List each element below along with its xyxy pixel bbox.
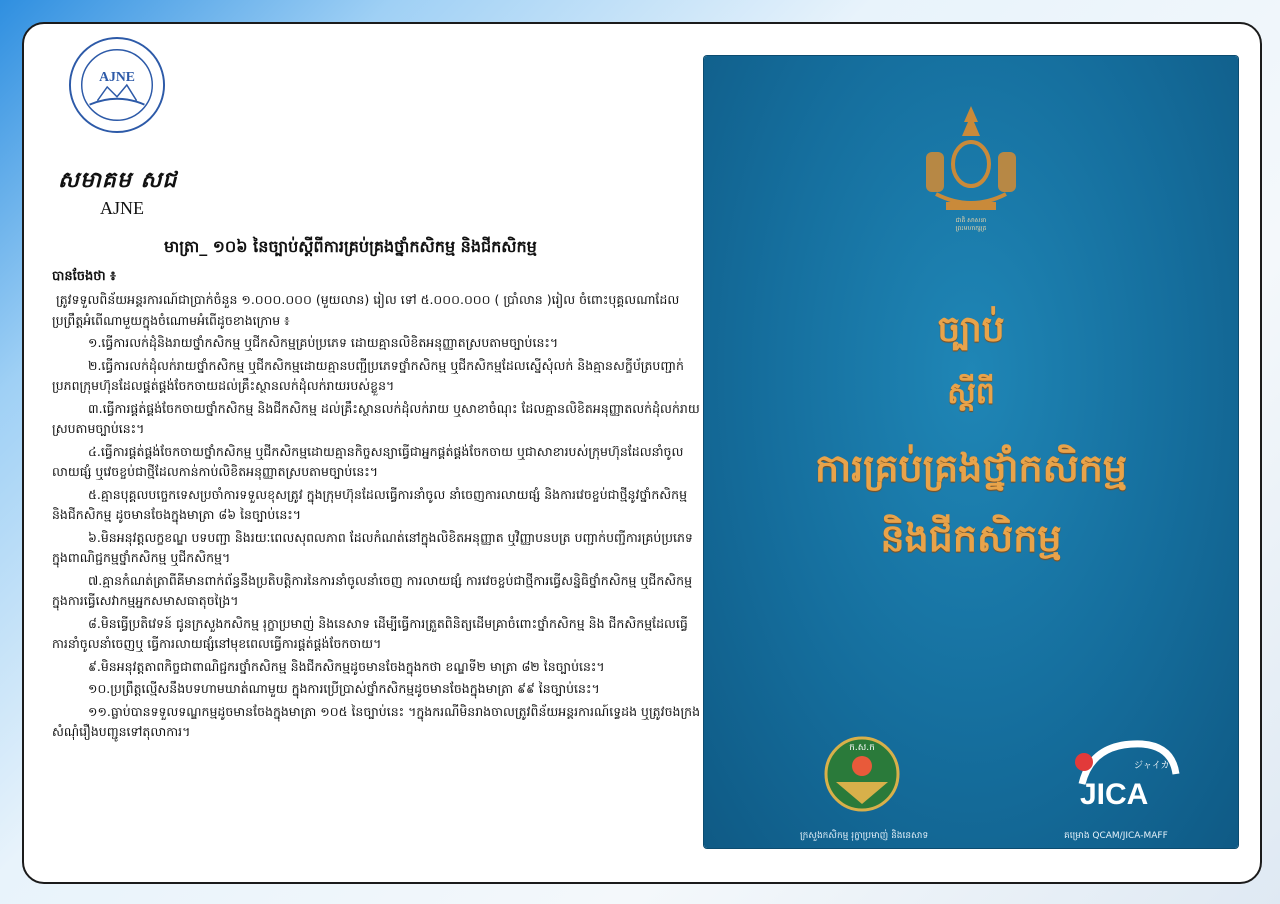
- article-subheading: បានចែងថា ៖: [52, 269, 116, 284]
- article-heading: មាត្រា_ ១០៦ នៃច្បាប់ស្តីពីការគ្រប់គ្រងថ្នាំកសិកម្ម និងជីកសិកម្ម: [164, 237, 537, 256]
- article-paragraph: ៣.ធ្វើការផ្គត់ផ្គង់ចែកចាយថ្នាំកសិកម្ម និងជីកសិកម្ម ដល់គ្រឹះស្ថានលក់ដុំលក់រាយ ឬសាខាចំណុះ ដែលគ្មានលិខិតអនុញ្ញាតលក់ដុំលក់រាយស្របតាមច្បាប់នេះ។: [52, 400, 700, 436]
- article-paragraph: ១០.ប្រព្រឹត្តល្មើសនឹងបទហាមឃាត់ណាមួយ ក្នុងការប្រើប្រាស់ថ្នាំកសិកម្មដូចមានចែងក្នុងមាត្រា ៩៩ នៃច្បាប់នេះ។: [88, 681, 600, 696]
- article-paragraph: ៦.មិនអនុវត្តលក្ខខណ្ឌ បទបញ្ជា និងរយៈពេលសុពលភាព ដែលកំណត់នៅក្នុងលិខិតអនុញ្ញាត ឬវិញ្ញាបនបត្រ បញ្ជាក់បញ្ជីការគ្រប់ប្រភេទក្នុងពាណិជ្ជកម្មថ្នាំកសិកម្ម ឬជីកសិកម្ម។: [52, 529, 693, 565]
- logo-text: AJNE: [99, 69, 135, 85]
- book-title-line: ការគ្រប់គ្រងថ្នាំកសិកម្ម: [814, 446, 1128, 490]
- org-name-english: AJNE: [100, 198, 144, 218]
- royal-emblem-icon: [916, 102, 1026, 232]
- article-body: [52, 290, 702, 870]
- article-paragraph: ១.ធ្វើការលក់ដុំនិងរាយថ្នាំកសិកម្ម ឬជីកសិកម្មគ្រប់ប្រភេទ ដោយគ្មានលិខិតអនុញ្ញាតស្របតាមច្បាប់នេះ។: [88, 335, 559, 350]
- org-name-khmer: សមាគម សជ: [58, 168, 178, 193]
- book-title-line: ច្បាប់: [937, 309, 1005, 350]
- article-paragraph: ២.ធ្វើការលក់ដុំលក់រាយថ្នាំកសិកម្ម ឬជីកសិកម្មដោយគ្មានបញ្ជីប្រភេទថ្នាំកសិកម្ម ឬជីកសិកម្មដែលស្នើសុំលក់ និងគ្មានសក្ខីប័ត្របញ្ជាក់ប្រភពក្រុមហ៊ុនដែលផ្គត់ផ្គង់ចែកចាយដល់គ្រឹះស្ថានលក់ដុំលក់រាយរបស់ខ្លួន។: [52, 357, 684, 393]
- article-paragraph: ៧.គ្មានកំណត់ត្រាពីគីមានពាក់ព័ន្ធនឹងប្រតិបត្តិការនៃការនាំចូលនាំចេញ ការលាយផ្សំ ការវេចខ្ចប់ជាថ្មីការធ្វើសន្និធិថ្នាំកសិកម្ម ឬជីកសិកម្ម ក្នុងការធ្វើសេវាកម្មអ្នកសមាសធាតុចង្រៃ។: [52, 572, 693, 608]
- book-cover: [704, 56, 1238, 848]
- article-paragraph: ៩.មិនអនុវត្តតាពកិច្ចជាពាណិជ្ជករថ្នាំកសិកម្ម និងជីកសិកម្មដូចមានចែងក្នុងកថា ខណ្ឌទី២ មាត្រា ៨២ នៃច្បាប់នេះ។: [88, 658, 605, 674]
- ministry-logo-text: ក.ស.ក: [849, 743, 875, 753]
- book-title-line: និងជីកសិកម្ម: [880, 516, 1062, 560]
- article-paragraph: ៨.មិនធ្វើប្រតិវេទន៍ ជូនក្រសួងកសិកម្ម រុក្ខាប្រមាញ់ និងនេសាទ ដើម្បីធ្វើការត្រួតពិនិត្យដើមគ្រាចំពោះថ្នាំកសិកម្ម និង ជីកសិកម្មដែលធ្វើការនាំចូលនាំចេញឬ ធ្វើការលាយផ្សំនៅមុខពេលធ្វើការផ្គត់ផ្គង់ចែកចាយ។: [52, 615, 688, 651]
- ministry-caption: ក្រសួងកសិកម្ម រុក្ខាប្រមាញ់ និងនេសាទ: [800, 831, 929, 841]
- article-paragraph: ៤.ធ្វើការផ្គត់ផ្គង់ចែកចាយថ្នាំកសិកម្ម ឬជីកសិកម្មដោយគ្មានកិច្ចសន្យាធ្វើជាអ្នកផ្គត់ផ្គង់ចែកចាយ ឬជាសាខារបស់ក្រុមហ៊ុនដែលនាំចូល លាយផ្សំ ឬវេចខ្ចប់ជាថ្មីដែលកាន់កាប់លិខិតអនុញ្ញាតស្របតាមច្បាប់នេះ។: [52, 443, 684, 479]
- emblem-caption: ជាតិ សាសនា: [955, 217, 987, 224]
- emblem-caption: ព្រះមហាក្សត្រ: [955, 225, 987, 232]
- jica-caption: គម្រោង QCAM/JICA-MAFF: [1064, 831, 1168, 841]
- jica-logo: [1072, 734, 1182, 814]
- article-paragraph: ត្រូវទទួលពិន័យអន្តរការណ៍ជាប្រាក់ចំនួន ១.០០០.០០០ (មួយលាន) រៀល ទៅ ៥.០០០.០០០ ( ប្រាំលាន )រៀល ចំពោះបុគ្គលណាដែលប្រព្រឹត្តអំពើណាមួយក្នុងចំណោមអំពើដូចខាងក្រោម ៖: [52, 292, 680, 328]
- article-paragraph: ៥.គ្មានបុគ្គលបច្ចេកទេសប្រចាំការទទួលខុសត្រូវ ក្នុងក្រុមហ៊ុនដែលធ្វើការនាំចូល នាំចេញការលាយផ្សំ និងការវេចខ្ចប់ជាថ្មីនូវថ្នាំកសិកម្ម និងជីកសិកម្ម ដូចមានចែងក្នុងមាត្រា ៨៦ នៃច្បាប់នេះ។: [52, 486, 688, 522]
- jica-logo-kana: ジャイカ: [1134, 761, 1170, 771]
- ministry-logo: [822, 734, 902, 814]
- jica-logo-text: JICA: [1080, 778, 1149, 811]
- content-card: [22, 22, 1262, 884]
- ajne-logo: [68, 36, 166, 134]
- book-title-line: ស្តីពី: [947, 376, 995, 411]
- article-paragraph: ១១.ធ្លាប់បានទទួលទណ្ឌកម្មដូចមានចែងក្នុងមាត្រា ១០៥ នៃច្បាប់នេះ ។ក្នុងករណីមិនរាងចាលត្រូវពិន័យអន្តរការណ៍ទ្វេដង ឬត្រូវចងក្រងសំណុំរឿងបញ្ជូនទៅតុលាការ។: [52, 703, 701, 739]
